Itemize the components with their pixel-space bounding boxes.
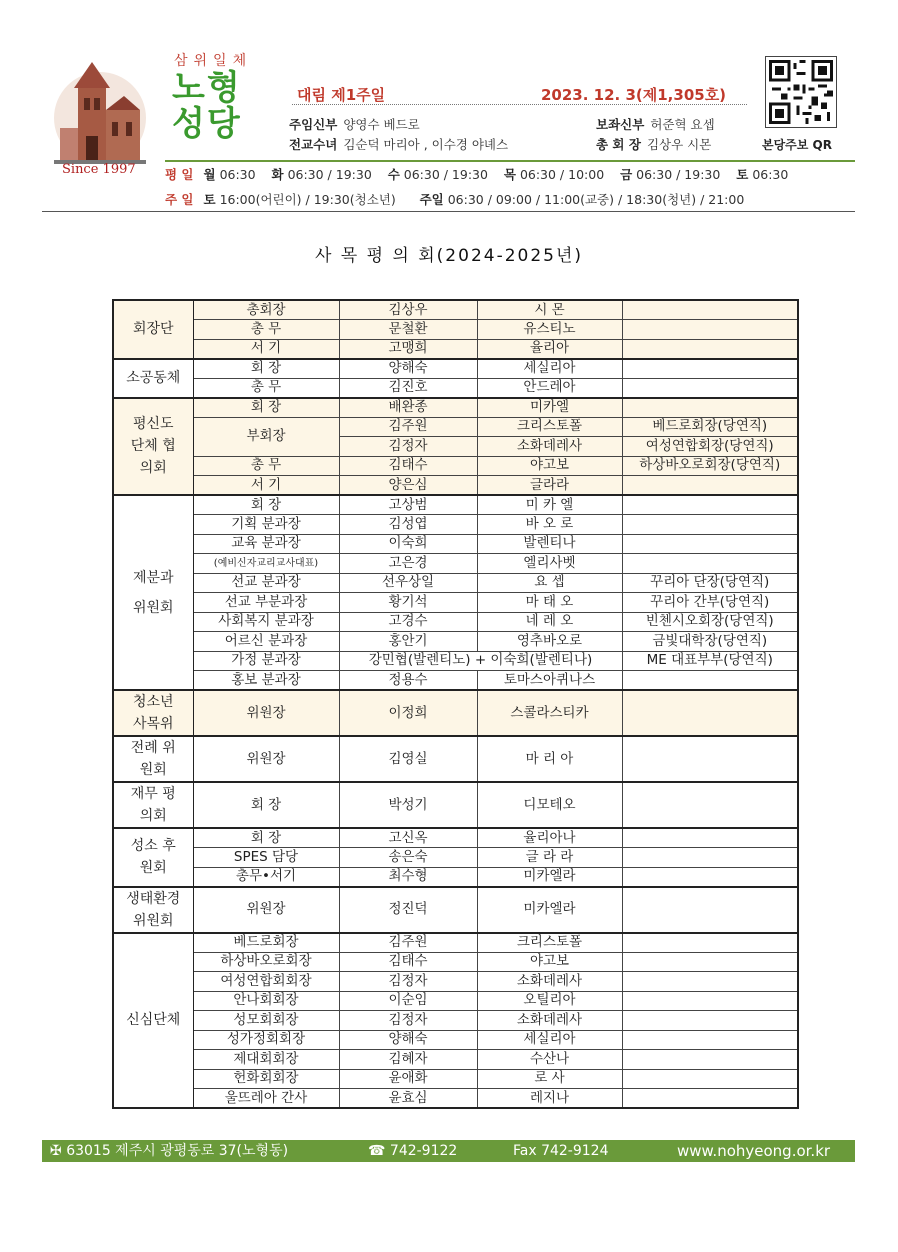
group-name: 성소 후원회 bbox=[113, 828, 193, 887]
name-cell: 박성기 bbox=[339, 782, 477, 828]
baptismal-name-cell: 토마스아퀴나스 bbox=[477, 671, 622, 691]
baptismal-name-cell: 안드레아 bbox=[477, 378, 622, 398]
mass-time: 06:30 bbox=[219, 167, 256, 182]
name-cell: 이숙희 bbox=[339, 534, 477, 554]
name-cell: 고은경 bbox=[339, 554, 477, 574]
mass-time: 06:30 / 10:00 bbox=[519, 167, 605, 182]
name-cell: 김태수 bbox=[339, 456, 477, 476]
role-cell: 위원장 bbox=[193, 736, 339, 782]
table-row bbox=[113, 848, 798, 868]
table-row bbox=[113, 671, 798, 691]
role-cell: 울뜨레아 간사 bbox=[193, 1089, 339, 1109]
table-row bbox=[113, 828, 798, 848]
name-cell: 선우상일 bbox=[339, 573, 477, 593]
table-row bbox=[113, 1030, 798, 1050]
group-finance bbox=[113, 782, 798, 828]
phone-number: 742-9122 bbox=[389, 1143, 458, 1159]
note-cell bbox=[622, 476, 798, 496]
header-bottom-rule bbox=[42, 211, 855, 212]
group-name: 생태환경 위원회 bbox=[113, 887, 193, 933]
name-cell: 홍안기 bbox=[339, 632, 477, 652]
sisters-label: 전교수녀 bbox=[289, 137, 338, 152]
group-vocation bbox=[113, 828, 798, 887]
baptismal-name-cell: 발렌티나 bbox=[477, 534, 622, 554]
name-cell: 고맹희 bbox=[339, 339, 477, 359]
saturday-eve-day: 토 bbox=[203, 192, 216, 207]
table-row bbox=[113, 632, 798, 652]
president-line bbox=[596, 135, 711, 153]
note-cell: 베드로회장(당연직) bbox=[622, 417, 798, 437]
baptismal-name-cell: 시 몬 bbox=[477, 300, 622, 320]
role-cell: 회 장 bbox=[193, 782, 339, 828]
baptismal-name-cell: 크리스토폴 bbox=[477, 417, 622, 437]
role-cell: 회 장 bbox=[193, 828, 339, 848]
qr-code[interactable] bbox=[765, 56, 837, 128]
note-cell bbox=[622, 320, 798, 340]
weekday-label: 평 일 bbox=[165, 167, 194, 182]
sunday-mass-times bbox=[165, 190, 744, 208]
name-cell: 김혜자 bbox=[339, 1050, 477, 1070]
table-row bbox=[113, 887, 798, 933]
name-cell: 김진호 bbox=[339, 378, 477, 398]
note-cell bbox=[622, 887, 798, 933]
role-cell: 가정 분과장 bbox=[193, 651, 339, 671]
role-cell: 선교 부분과장 bbox=[193, 593, 339, 613]
sunday-day: 주일 bbox=[419, 192, 444, 207]
table-row bbox=[113, 515, 798, 535]
name-cell: 양은심 bbox=[339, 476, 477, 496]
table-row bbox=[113, 782, 798, 828]
group-name: 제분과 위원회 bbox=[113, 495, 193, 690]
parish-name: 노형성당 bbox=[172, 68, 242, 144]
name-cell: 양해숙 bbox=[339, 1030, 477, 1050]
role-cell: 부회장 bbox=[193, 417, 339, 456]
name-cell: 정진덕 bbox=[339, 887, 477, 933]
note-cell bbox=[622, 339, 798, 359]
name-cell: 배완종 bbox=[339, 398, 477, 418]
note-cell bbox=[622, 359, 798, 379]
name-cell: 윤효심 bbox=[339, 1089, 477, 1109]
note-cell bbox=[622, 736, 798, 782]
baptismal-name-cell: 수산나 bbox=[477, 1050, 622, 1070]
baptismal-name-cell: 율리아 bbox=[477, 339, 622, 359]
baptismal-name-cell: 마 리 아 bbox=[477, 736, 622, 782]
baptismal-name-cell: 오틸리아 bbox=[477, 991, 622, 1011]
cross-icon: ✠ bbox=[50, 1143, 62, 1159]
baptismal-name-cell: 네 레 오 bbox=[477, 612, 622, 632]
table-row bbox=[113, 359, 798, 379]
mass-day: 화 bbox=[271, 167, 284, 182]
note-cell bbox=[622, 782, 798, 828]
name-cell: 문철환 bbox=[339, 320, 477, 340]
pastor-name: 양영수 베드로 bbox=[343, 117, 420, 132]
role-cell: 위원장 bbox=[193, 887, 339, 933]
note-cell bbox=[622, 972, 798, 992]
mass-day: 토 bbox=[736, 167, 749, 182]
mass-day: 목 bbox=[503, 167, 516, 182]
mass-day: 월 bbox=[203, 167, 216, 182]
role-cell: 총무•서기 bbox=[193, 867, 339, 887]
role-cell: 제대회회장 bbox=[193, 1050, 339, 1070]
name-cell: 정용수 bbox=[339, 671, 477, 691]
role-cell: 홍보 분과장 bbox=[193, 671, 339, 691]
assistant-name: 허준혁 요셉 bbox=[650, 117, 715, 132]
baptismal-name-cell: 글 라 라 bbox=[477, 848, 622, 868]
church-building-logo bbox=[52, 58, 148, 178]
group-name: 소공동체 bbox=[113, 359, 193, 398]
table-row bbox=[113, 456, 798, 476]
table-row bbox=[113, 651, 798, 671]
footer-address bbox=[50, 1140, 288, 1162]
pastor-label: 주임신부 bbox=[289, 117, 338, 132]
mass-time: 06:30 bbox=[752, 167, 789, 182]
note-cell bbox=[622, 495, 798, 515]
note-cell bbox=[622, 554, 798, 574]
footer-fax: Fax 742-9124 bbox=[513, 1143, 609, 1159]
role-cell: 어르신 분과장 bbox=[193, 632, 339, 652]
group-name: 전례 위원회 bbox=[113, 736, 193, 782]
group-name: 평신도 단체 협의회 bbox=[113, 398, 193, 496]
note-cell bbox=[622, 1050, 798, 1070]
table-row bbox=[113, 1089, 798, 1109]
role-cell: 회 장 bbox=[193, 359, 339, 379]
baptismal-name-cell: 미카엘 bbox=[477, 398, 622, 418]
note-cell bbox=[622, 848, 798, 868]
baptismal-name-cell: 요 셉 bbox=[477, 573, 622, 593]
note-cell bbox=[622, 933, 798, 953]
baptismal-name-cell: 미 카 엘 bbox=[477, 495, 622, 515]
table-row bbox=[113, 534, 798, 554]
name-cell: 고상범 bbox=[339, 495, 477, 515]
name-cell: 최수형 bbox=[339, 867, 477, 887]
baptismal-name-cell: 영추바오로 bbox=[477, 632, 622, 652]
qr-label: 본당주보 QR bbox=[762, 138, 832, 152]
note-cell bbox=[622, 378, 798, 398]
table-row bbox=[113, 417, 798, 437]
role-cell: 총회장 bbox=[193, 300, 339, 320]
footer-website-link[interactable]: www.nohyeong.or.kr bbox=[677, 1142, 831, 1160]
role-cell: 서 기 bbox=[193, 339, 339, 359]
table-row bbox=[113, 1069, 798, 1089]
note-cell bbox=[622, 952, 798, 972]
role-cell: 사회복지 분과장 bbox=[193, 612, 339, 632]
president-name: 김상우 시몬 bbox=[646, 137, 712, 152]
table-row bbox=[113, 867, 798, 887]
table-row bbox=[113, 1050, 798, 1070]
table-row bbox=[113, 612, 798, 632]
baptismal-name-cell: 유스티노 bbox=[477, 320, 622, 340]
baptismal-name-cell: 율리아나 bbox=[477, 828, 622, 848]
role-cell: 총 무 bbox=[193, 320, 339, 340]
baptismal-name-cell: 야고보 bbox=[477, 952, 622, 972]
name-cell: 김정자 bbox=[339, 972, 477, 992]
table-row bbox=[113, 320, 798, 340]
name-cell: 이순임 bbox=[339, 991, 477, 1011]
group-youth bbox=[113, 690, 798, 736]
table-row bbox=[113, 495, 798, 515]
name-cell: 이정희 bbox=[339, 690, 477, 736]
header-green-divider bbox=[165, 160, 855, 162]
footer-phone bbox=[368, 1140, 457, 1162]
role-cell: 교육 분과장 bbox=[193, 534, 339, 554]
table-row bbox=[113, 933, 798, 953]
role-cell: 베드로회장 bbox=[193, 933, 339, 953]
role-cell: 성가정회회장 bbox=[193, 1030, 339, 1050]
baptismal-name-cell: 크리스토폴 bbox=[477, 933, 622, 953]
note-cell: 꾸리아 간부(당연직) bbox=[622, 593, 798, 613]
sisters-names: 김순덕 마리아 , 이수경 야녜스 bbox=[343, 137, 509, 152]
note-cell bbox=[622, 828, 798, 848]
mass-time: 06:30 / 19:30 bbox=[403, 167, 488, 182]
role-cell: SPES 담당 bbox=[193, 848, 339, 868]
name-cell: 황기석 bbox=[339, 593, 477, 613]
table-row bbox=[113, 378, 798, 398]
baptismal-name-cell: 소화데레사 bbox=[477, 972, 622, 992]
note-cell bbox=[622, 690, 798, 736]
note-cell bbox=[622, 1069, 798, 1089]
baptismal-name-cell: 엘리사벳 bbox=[477, 554, 622, 574]
table-row bbox=[113, 736, 798, 782]
council-table bbox=[112, 299, 799, 1109]
role-cell: 총 무 bbox=[193, 378, 339, 398]
name-cell: 김성엽 bbox=[339, 515, 477, 535]
role-cell: 기획 분과장 bbox=[193, 515, 339, 535]
table-row bbox=[113, 991, 798, 1011]
note-cell bbox=[622, 1011, 798, 1031]
note-cell bbox=[622, 671, 798, 691]
group-small-community bbox=[113, 359, 798, 398]
note-cell bbox=[622, 991, 798, 1011]
table-row bbox=[113, 300, 798, 320]
note-cell: 하상바오로회장(당연직) bbox=[622, 456, 798, 476]
issue-date: 2023. 12. 3(제1,305호) bbox=[541, 86, 727, 104]
role-cell: (예비신자교리교사대표) bbox=[193, 554, 339, 574]
baptismal-name-cell: 마 태 오 bbox=[477, 593, 622, 613]
since-year: Since 1997 bbox=[62, 162, 136, 177]
assistant-label: 보좌신부 bbox=[596, 117, 645, 132]
liturgical-week: 대림 제1주일 bbox=[297, 86, 386, 104]
baptismal-name-cell: 야고보 bbox=[477, 456, 622, 476]
saturday-eve-times: 16:00(어린이) / 19:30(청소년) bbox=[219, 192, 396, 207]
name-cell: 김정자 bbox=[339, 1011, 477, 1031]
note-cell bbox=[622, 398, 798, 418]
note-cell: 여성연합회장(당연직) bbox=[622, 437, 798, 457]
weekday-mass-times bbox=[165, 165, 788, 183]
table-row bbox=[113, 339, 798, 359]
role-cell: 안나회회장 bbox=[193, 991, 339, 1011]
phone-icon: ☎ bbox=[368, 1143, 386, 1159]
address-text: 63015 제주시 광평동로 37(노형동) bbox=[66, 1143, 289, 1159]
name-cell: 김태수 bbox=[339, 952, 477, 972]
assistant-line bbox=[596, 115, 715, 133]
group-committees bbox=[113, 495, 798, 690]
name-cell: 김주원 bbox=[339, 417, 477, 437]
mass-time: 06:30 / 19:30 bbox=[636, 167, 721, 182]
baptismal-name-cell: 스콜라스티카 bbox=[477, 690, 622, 736]
header-dotted-divider bbox=[292, 104, 747, 105]
note-cell bbox=[622, 534, 798, 554]
group-name: 청소년 사목위 bbox=[113, 690, 193, 736]
table-row bbox=[113, 573, 798, 593]
role-cell: 위원장 bbox=[193, 690, 339, 736]
role-cell: 서 기 bbox=[193, 476, 339, 496]
sunday-times: 06:30 / 09:00 / 11:00(교중) / 18:30(청년) / 21:00 bbox=[447, 192, 745, 207]
role-cell: 성모회회장 bbox=[193, 1011, 339, 1031]
group-name: 신심단체 bbox=[113, 933, 193, 1109]
note-cell: 꾸리아 단장(당연직) bbox=[622, 573, 798, 593]
group-lay-council bbox=[113, 398, 798, 496]
baptismal-name-cell: 디모테오 bbox=[477, 782, 622, 828]
table-row bbox=[113, 952, 798, 972]
baptismal-name-cell: 바 오 로 bbox=[477, 515, 622, 535]
baptismal-name-cell: 미카엘라 bbox=[477, 867, 622, 887]
name-cell: 고경수 bbox=[339, 612, 477, 632]
role-cell: 여성연합회회장 bbox=[193, 972, 339, 992]
table-row bbox=[113, 690, 798, 736]
note-cell bbox=[622, 1030, 798, 1050]
sisters-line bbox=[289, 135, 508, 153]
baptismal-name-cell: 소화데레사 bbox=[477, 437, 622, 457]
group-executive bbox=[113, 300, 798, 359]
note-cell bbox=[622, 1089, 798, 1109]
qr-code-icon bbox=[769, 60, 833, 124]
role-cell: 하상바오로회장 bbox=[193, 952, 339, 972]
group-name: 회장단 bbox=[113, 300, 193, 359]
group-devotional bbox=[113, 933, 798, 1109]
president-label: 총 회 장 bbox=[596, 137, 641, 152]
role-cell: 선교 분과장 bbox=[193, 573, 339, 593]
note-cell bbox=[622, 867, 798, 887]
table-row bbox=[113, 972, 798, 992]
name-cell: 김주원 bbox=[339, 933, 477, 953]
role-cell: 총 무 bbox=[193, 456, 339, 476]
table-row bbox=[113, 398, 798, 418]
name-cell: 김영실 bbox=[339, 736, 477, 782]
group-ecology bbox=[113, 887, 798, 933]
note-cell bbox=[622, 515, 798, 535]
mass-day: 수 bbox=[387, 167, 400, 182]
name-cell: 윤애화 bbox=[339, 1069, 477, 1089]
motto: 삼위일체 bbox=[174, 53, 253, 69]
table-row bbox=[113, 1011, 798, 1031]
role-cell: 회 장 bbox=[193, 398, 339, 418]
note-cell: ME 대표부부(당연직) bbox=[622, 651, 798, 671]
group-liturgy bbox=[113, 736, 798, 782]
name-cell: 송은숙 bbox=[339, 848, 477, 868]
baptismal-name-cell: 세실리아 bbox=[477, 1030, 622, 1050]
name-cell: 김상우 bbox=[339, 300, 477, 320]
mass-day: 금 bbox=[620, 167, 633, 182]
name-cell: 강민협(발렌티노) + 이숙희(발렌티나) bbox=[339, 651, 622, 671]
group-name: 재무 평의회 bbox=[113, 782, 193, 828]
name-cell: 고신옥 bbox=[339, 828, 477, 848]
mass-time: 06:30 / 19:30 bbox=[287, 167, 372, 182]
baptismal-name-cell: 세실리아 bbox=[477, 359, 622, 379]
pastor-line bbox=[289, 115, 420, 133]
role-cell: 회 장 bbox=[193, 495, 339, 515]
baptismal-name-cell: 로 사 bbox=[477, 1069, 622, 1089]
baptismal-name-cell: 글라라 bbox=[477, 476, 622, 496]
footer-bar bbox=[42, 1140, 855, 1162]
name-cell: 김정자 bbox=[339, 437, 477, 457]
note-cell bbox=[622, 300, 798, 320]
baptismal-name-cell: 레지나 bbox=[477, 1089, 622, 1109]
table-row bbox=[113, 554, 798, 574]
document-title: 사 목 평 의 회(2024-2025년) bbox=[314, 246, 584, 266]
table-row bbox=[113, 476, 798, 496]
table-row bbox=[113, 593, 798, 613]
baptismal-name-cell: 소화데레사 bbox=[477, 1011, 622, 1031]
baptismal-name-cell: 미카엘라 bbox=[477, 887, 622, 933]
name-cell: 양해숙 bbox=[339, 359, 477, 379]
note-cell: 금빛대학장(당연직) bbox=[622, 632, 798, 652]
role-cell: 헌화회회장 bbox=[193, 1069, 339, 1089]
sunday-label: 주 일 bbox=[165, 192, 194, 207]
note-cell: 빈첸시오회장(당연직) bbox=[622, 612, 798, 632]
